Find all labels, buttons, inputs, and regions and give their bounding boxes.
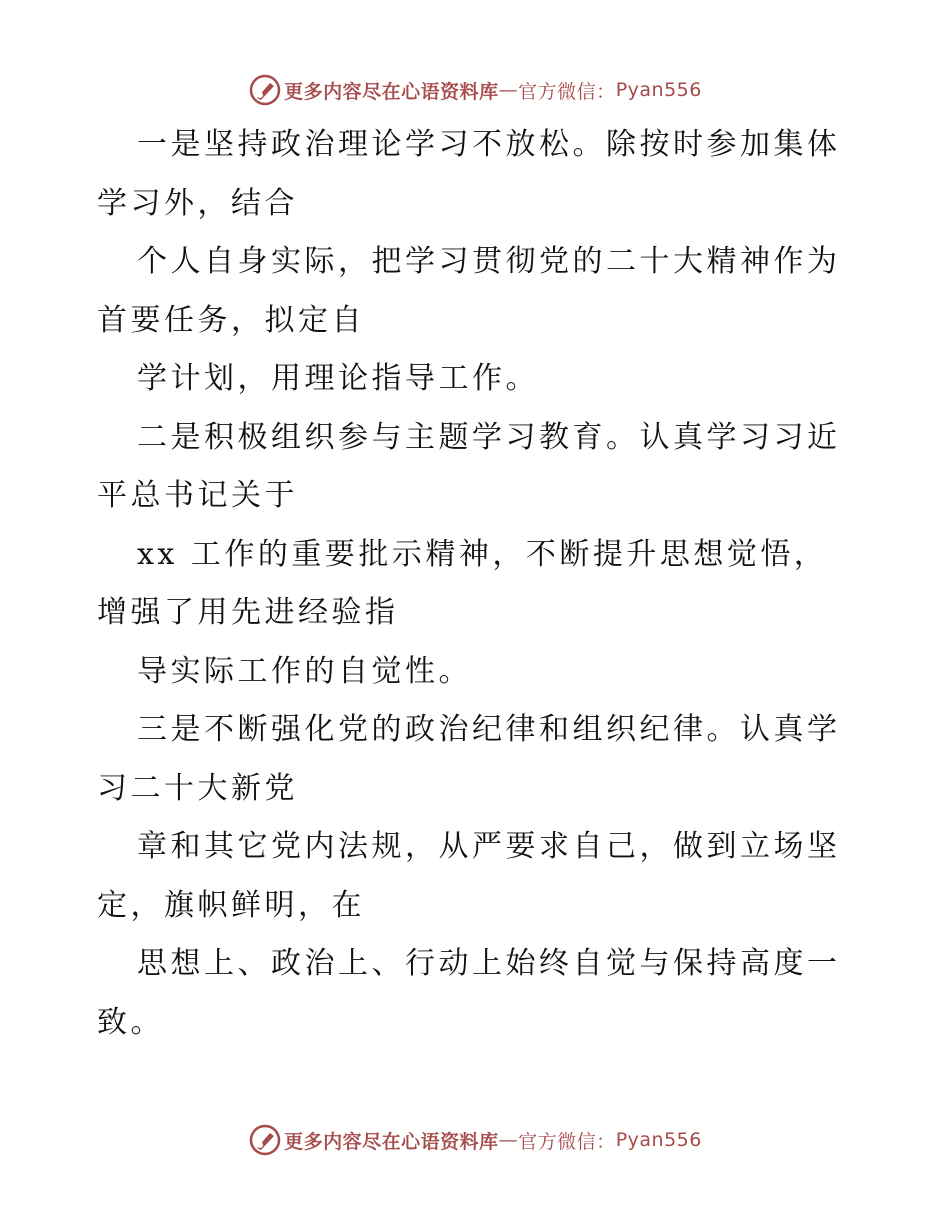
watermark-contact-id: Pyan556 <box>615 1129 702 1151</box>
text-line: 二是积极组织参与主题学习教育。认真学习习近 <box>137 419 841 455</box>
text-line: 学习外，结合 <box>97 185 298 221</box>
text-line: 导实际工作的自觉性。 <box>137 653 472 689</box>
text-line: 章和其它党内法规，从严要求自己，做到立场坚 <box>137 829 841 864</box>
text-line: 三是不断强化党的政治纪律和组织纪律。认真学 <box>137 712 841 747</box>
document-body <box>97 116 897 1052</box>
text-line: 增强了用先进经验指 <box>97 595 399 630</box>
text-line: 首要任务，拟定自 <box>97 302 365 338</box>
text-line: 个人自身实际，把学习贯彻党的二十大精神作为 <box>137 244 841 279</box>
pen-seal-logo-icon <box>248 1123 282 1157</box>
watermark-contact-id: Pyan556 <box>615 79 702 101</box>
text-line: 平总书记关于 <box>97 478 298 513</box>
text-line: xx 工作的重要批示精神，不断提升思想觉悟， <box>137 536 828 572</box>
footer-watermark <box>0 1120 950 1160</box>
text-line: 学计划，用理论指导工作。 <box>137 361 539 396</box>
text-line: 思想上、政治上、行动上始终自觉与保持高度一 <box>137 946 841 981</box>
text-line: 一是坚持政治理论学习不放松。除按时参加集体 <box>137 127 841 162</box>
watermark-brand: 更多内容尽在心语资料库 <box>284 80 499 103</box>
watermark-contact-label: 官方微信： <box>518 1130 616 1153</box>
watermark-brand: 更多内容尽在心语资料库 <box>284 1130 499 1153</box>
watermark-separator: — <box>498 79 519 101</box>
watermark-contact-label: 官方微信： <box>518 80 616 103</box>
text-line: 习二十大新党 <box>97 770 298 806</box>
text-line: 致。 <box>97 1004 164 1040</box>
text-line: 定，旗帜鲜明，在 <box>97 887 365 923</box>
header-watermark <box>0 70 950 110</box>
pen-seal-logo-icon <box>248 73 282 107</box>
watermark-separator: — <box>498 1129 519 1151</box>
